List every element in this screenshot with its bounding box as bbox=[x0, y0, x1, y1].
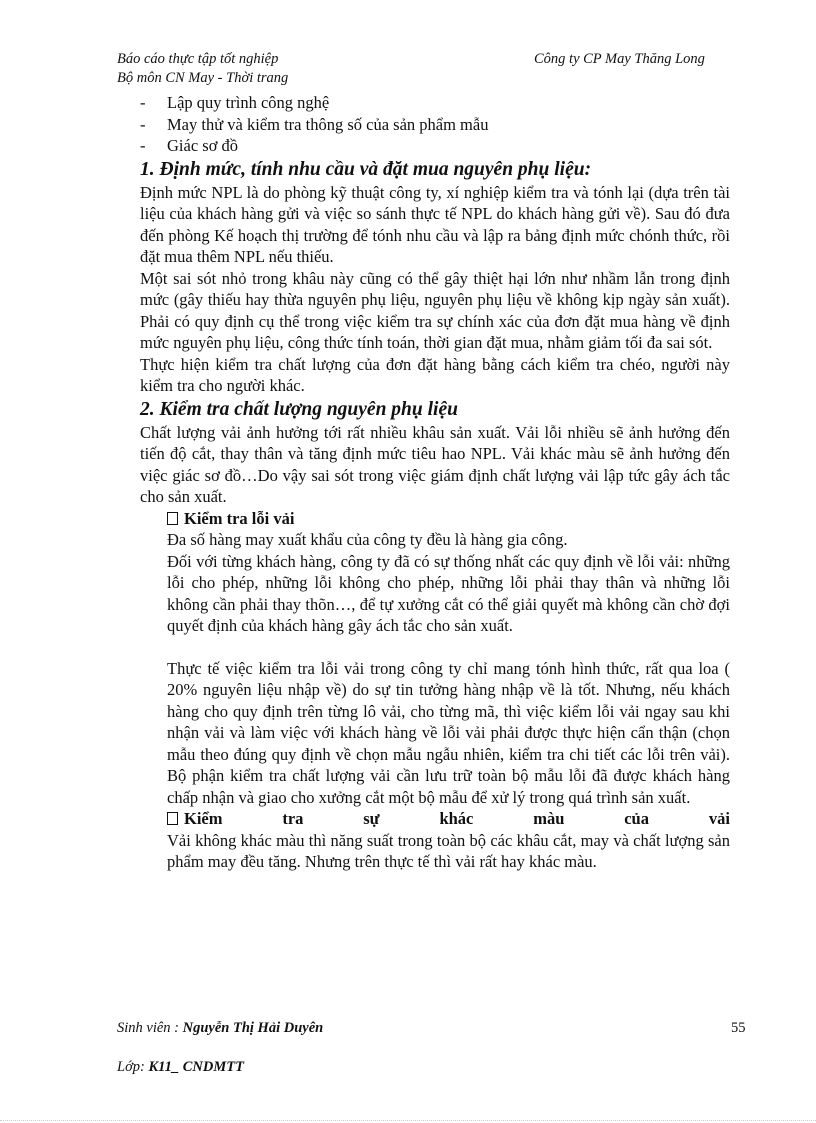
footer-student: Sinh viên : Nguyễn Thị Hải Duyên bbox=[117, 1020, 324, 1036]
header-company: Công ty CP May Thăng Long bbox=[534, 51, 705, 67]
student-name: Nguyễn Thị Hải Duyên bbox=[182, 1020, 324, 1036]
paragraph: Vải không khác màu thì năng suất trong toàn bộ các khâu cắt, may và chất lượng sản phẩm may đều tăng. Nhưng trên thực tế thì vải rất hay khác màu. bbox=[167, 830, 730, 871]
paragraph: Định mức NPL là do phòng kỹ thuật công ty, xí nghiệp kiểm tra và tónh lại (dựa trên tài liệu của khách hàng gửi và việc so sánh thực tế NPL do khách hàng gửi về). Sau đó đưa đến phòng Kế hoạch thị trường để tónh nhu cầu và lập ra bảng định mức chónh thức, rồi đặt mua thêm NPL nếu thiếu. bbox=[140, 182, 730, 266]
section-1-heading: 1. Định mức, tính nhu cầu và đặt mua nguyên phụ liệu: bbox=[140, 158, 592, 180]
subsection-color-variation bbox=[167, 808, 730, 873]
class-name: K11_ CNDMTT bbox=[148, 1059, 244, 1075]
paragraph: Đối với từng khách hàng, công ty đã có sự thống nhất các quy định về lỗi vải: những lỗi cho phép, những lỗi không cho phép, những lỗi phải thay thân và những lỗi không cần phải thay thõn…, để tự xưởng cắt có thể giải quyết mà không cần chờ đợi quyết định của khách hàng gây ách tắc cho sản xuất. bbox=[167, 551, 730, 635]
paragraph: Đa số hàng may xuất khẩu của công ty đều là hàng gia công. bbox=[167, 530, 568, 549]
bullet-item: - May thử và kiểm tra thông số của sản phẩm mẫu bbox=[140, 114, 489, 134]
section-2-heading: 2. Kiểm tra chất lượng nguyên phụ liệu bbox=[140, 398, 458, 420]
header-report-title: Báo cáo thực tập tốt nghiệp bbox=[117, 51, 279, 67]
bullet-item: - Giác sơ đồ bbox=[140, 136, 239, 155]
checkbox-bullet-icon bbox=[167, 512, 178, 525]
checkbox-bullet-icon bbox=[167, 812, 178, 825]
footer-class: Lớp: K11_ CNDMTT bbox=[117, 1059, 244, 1075]
subsection-title: Kiểm tra sự khác màu của vải bbox=[167, 808, 730, 830]
bullet-item: - Lập quy trình công nghệ bbox=[140, 93, 330, 112]
paragraph: Phải có quy định cụ thể trong việc kiểm tra sự chính xác của đơn đặt mua hàng về định mức nguyên phụ liệu, công thức tính toán, thời gian đặt mua, nhằm giảm tối đa sai sót. bbox=[140, 311, 730, 352]
paragraph: Thực tế việc kiểm tra lỗi vải trong công ty chỉ mang tónh hình thức, rất qua loa ( 20% nguyên liệu nhập về) do sự tin tưởng hàng nhập về là tốt. Nhưng, nếu khách hàng cho quy định trên từng lô vải, cho từng mã, thì việc kiểm lỗi vải ngay sau khi nhận vải và làm việc với khách hàng về lỗi vải phải được thực hiện cẩn thận (chọn mẫu theo đúng quy định về chọn mẫu ngẫu nhiên, kiểm tra chi tiết các lỗi trên vải). Bộ phận kiểm tra chất lượng vải cần lưu trữ toàn bộ mẫu lỗi đã được khách hàng chấp nhận và giao cho xưởng cắt một bộ mẫu để xử lý trong quá trình sản xuất. bbox=[167, 658, 730, 807]
page-bottom-divider bbox=[0, 1120, 816, 1121]
header-left bbox=[117, 50, 288, 88]
paragraph: Chất lượng vải ảnh hưởng tới rất nhiều khâu sản xuất. Vải lỗi nhiều sẽ ảnh hưởng đến tiến độ cắt, thay thân và tăng định mức tiêu hao NPL. Vải khác màu sẽ ảnh hưởng đến việc giác sơ đồ…Do vậy sai sót trong việc giám định chất lượng vải lập tức gây ách tắc cho sản xuất. bbox=[140, 422, 730, 506]
subsection-fabric-defects bbox=[167, 508, 730, 809]
subsection-title: Kiểm tra lỗi vải bbox=[167, 508, 730, 530]
header-department: Bộ môn CN May - Thời trang bbox=[117, 70, 289, 86]
paragraph: Thực hiện kiểm tra chất lượng của đơn đặt hàng bằng cách kiểm tra chéo, người này kiểm tra cho người khác. bbox=[140, 354, 730, 395]
document-body bbox=[140, 92, 730, 873]
paragraph: Một sai sót nhỏ trong khâu này cũng có thể gây thiệt hại lớn như nhầm lẫn trong định mức (gây thiếu hay thừa nguyên phụ liệu, nguyên phụ liệu về không kịp ngày sản xuất). bbox=[140, 268, 730, 309]
page-number: 55 bbox=[731, 1020, 746, 1036]
